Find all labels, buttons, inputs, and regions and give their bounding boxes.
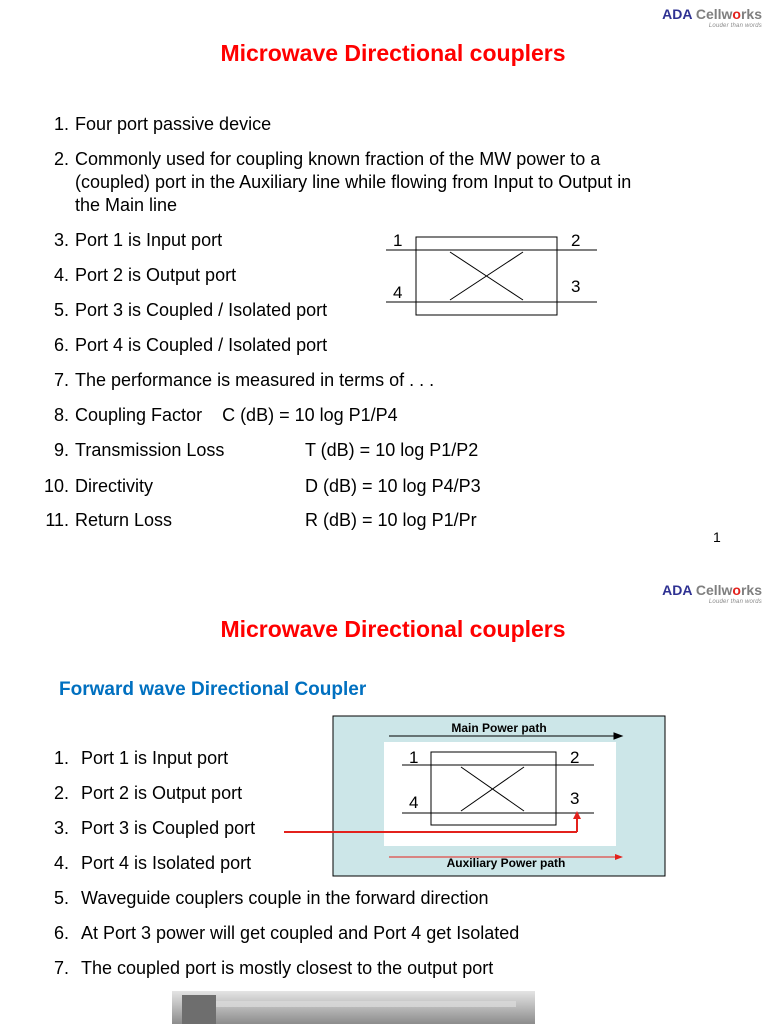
list-item-text: The performance is measured in terms of . . .: [75, 370, 435, 390]
list-number: 11.: [45, 510, 69, 530]
main-power-path-label: Main Power path: [451, 721, 547, 735]
logo-o-letter: o: [732, 6, 741, 22]
formula-text: D (dB) = 10 log P4/P3: [305, 476, 481, 496]
formula-text: T (dB) = 10 log P1/P2: [305, 440, 479, 460]
port-1-label: 1: [393, 231, 403, 250]
list-number: 1.: [53, 748, 69, 768]
list-item-text: Transmission Loss: [75, 440, 225, 460]
logo-cell-text: Cellw: [695, 582, 733, 598]
logo-rks-text: rks: [740, 6, 762, 22]
list-item-text: Port 3 is Coupled / Isolated port: [75, 300, 328, 320]
list-number: 9.: [53, 440, 69, 460]
list-item-text: (coupled) port in the Auxiliary line while flowing from Input to Output in: [75, 172, 632, 192]
waveguide-flange: [182, 995, 216, 1024]
list-number: 7.: [53, 958, 69, 978]
port-4-label: 4: [409, 793, 419, 812]
list-number: 2.: [53, 149, 69, 169]
list-item-text: Port 4 is Coupled / Isolated port: [75, 335, 328, 355]
slide1-title: Microwave Directional couplers: [220, 40, 566, 66]
logo-cell-text: Cellw: [695, 6, 733, 22]
slide2-subtitle: Forward wave Directional Coupler: [59, 679, 367, 700]
port-4-label: 4: [393, 283, 403, 302]
list-item-text: Port 1 is Input port: [75, 230, 223, 250]
list-number: 1.: [53, 114, 69, 134]
port-2-label: 2: [570, 748, 580, 767]
logo-ada-text: ADA: [662, 582, 692, 598]
list-number: 8.: [53, 405, 69, 425]
list-item-text: Four port passive device: [75, 114, 272, 134]
list-number: 4.: [53, 265, 69, 285]
list-item-text: Directivity: [75, 476, 154, 496]
list-item-text: The coupled port is mostly closest to the output port: [81, 958, 494, 978]
list-number: 3.: [53, 818, 69, 838]
port-3-label: 3: [571, 277, 581, 296]
list-number: 10.: [43, 476, 69, 496]
list-item-text: Coupling Factor C (dB) = 10 log P1/P4: [75, 405, 398, 425]
aux-power-path-label: Auxiliary Power path: [446, 856, 566, 870]
port-3-label: 3: [570, 789, 580, 808]
port-1-label: 1: [409, 748, 419, 767]
list-number: 5.: [53, 888, 69, 908]
list-item-text: Port 2 is Output port: [81, 783, 243, 803]
port-2-label: 2: [571, 231, 581, 250]
list-number: 6.: [53, 335, 69, 355]
list-number: 5.: [53, 300, 69, 320]
list-item-text: Waveguide couplers couple in the forward direction: [81, 888, 489, 908]
list-item-text: the Main line: [75, 195, 178, 215]
list-item-text: Port 3 is Coupled port: [81, 818, 256, 838]
list-number: 3.: [53, 230, 69, 250]
list-item-text: Port 2 is Output port: [75, 265, 237, 285]
logo-rks-text: rks: [740, 582, 762, 598]
list-item-text: At Port 3 power will get coupled and Port 4 get Isolated: [81, 923, 520, 943]
slide2-title: Microwave Directional couplers: [220, 616, 566, 642]
list-item-text: Port 4 is Isolated port: [81, 853, 252, 873]
logo-tagline: Louder than words: [708, 23, 762, 29]
list-item-text: Commonly used for coupling known fraction of the MW power to a: [75, 149, 601, 169]
list-number: 4.: [53, 853, 69, 873]
waveguide-coupler-photo: [172, 991, 535, 1024]
logo-o-letter: o: [732, 582, 741, 598]
list-item-text: Port 1 is Input port: [81, 748, 229, 768]
list-number: 2.: [53, 783, 69, 803]
waveguide-highlight: [216, 1001, 516, 1007]
list-number: 7.: [53, 370, 69, 390]
formula-text: R (dB) = 10 log P1/Pr: [305, 510, 477, 530]
logo-ada-text: ADA: [662, 6, 692, 22]
list-item-text: Return Loss: [75, 510, 173, 530]
page-number: 1: [713, 529, 721, 545]
logo-tagline: Louder than words: [708, 599, 762, 605]
list-number: 6.: [53, 923, 69, 943]
